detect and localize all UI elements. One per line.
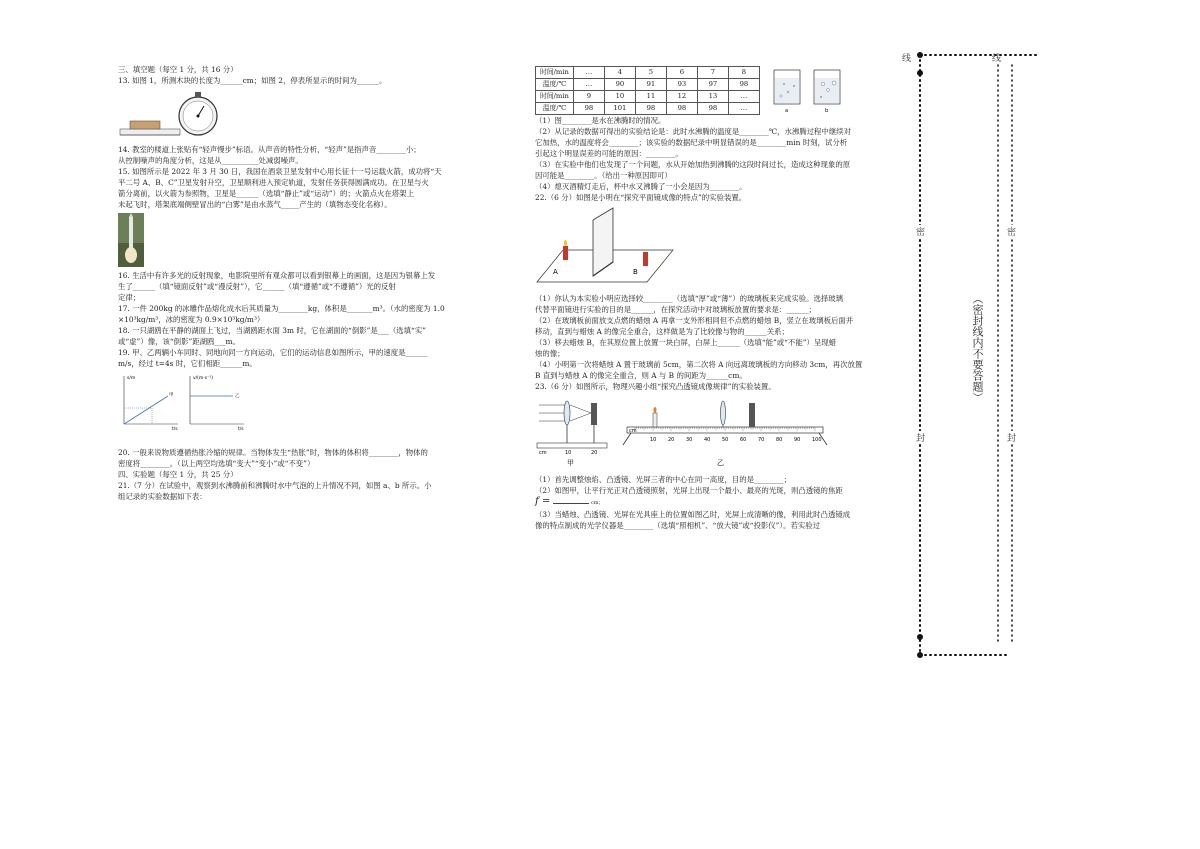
question-20-line2: 密度将________。（以上两空均选填“变大”“变小”或“不变”） <box>118 459 315 468</box>
graph2-series-label: 乙 <box>235 394 240 399</box>
table-row-header: 时间/min <box>536 67 574 79</box>
question-15-line4: 未起飞时，塔架底端侧壁冒出的“白雾”是由水蒸气_____产生的（填物态变化名称）。 <box>118 200 392 209</box>
rocket-photo <box>118 213 490 267</box>
question-17-line1: 17. 一件 200kg 的冰雕作品熔化成水后其质量为________kg，体积是_______m³。（水的密度为 1.0 <box>118 304 445 313</box>
ruler-yi-tick-label: 70 <box>758 437 765 443</box>
seal-line-area <box>900 45 1045 665</box>
ruler-yi-tick-label: 10 <box>650 437 657 443</box>
question-15-line3: 箭分离前，以火箭为参照物，卫星是______（选填“静止”或“运动”）的；火箭点火在塔架上 <box>118 189 414 198</box>
table-cell: 90 <box>604 79 635 91</box>
table-cell: 5 <box>635 67 666 79</box>
q22-part3-line1: （3）移去蜡烛 B，在其原位置上放置一块白屏，白屏上______（选填“能”或“不能”）呈现蜡 <box>535 338 837 347</box>
focal-length-unit: cm； <box>590 500 604 506</box>
table-cell: 91 <box>635 79 666 91</box>
question-18-line2: 或“虚”）像，该“倒影”距湖鸥___m。 <box>118 337 240 346</box>
question-19-line2: m/s，经过 t=4s 时，它们相距______m。 <box>118 359 257 368</box>
seal-label-xian-right: 线 <box>992 54 1002 64</box>
ruler-jia-tick-20: 20 <box>591 450 598 456</box>
graph2-x-label: t/s <box>238 427 244 432</box>
graph1-x-label: t/s <box>172 427 178 432</box>
ruler-yi-tick-label: 40 <box>704 437 711 443</box>
table-cell: 9 <box>573 91 604 103</box>
graph1-series-label: 甲 <box>169 393 174 398</box>
beaker-bubbles-figure <box>770 66 848 114</box>
table-cell: 98 <box>666 103 697 115</box>
ruler-jia-tick-10: 10 <box>565 450 572 456</box>
q22-part1-line2: 代替平面镜进行实验的目的是______，在探究活动中对玻璃板放置的要求是：______； <box>535 305 816 314</box>
table-cell: 13 <box>697 91 728 103</box>
candle-a-label: A <box>553 268 558 276</box>
question-23: 23.（6 分）如图所示，物理兴趣小组“探究凸透镜成像规律”的实验装置。 <box>535 382 776 391</box>
ruler-yi-unit: cm <box>629 428 637 434</box>
ruler-jia-unit: cm <box>539 450 547 456</box>
q21-part2-line1: （2）从记录的数据可得出的实验结论是：此时水沸腾的温度是________℃，水沸腾过程中继续对 <box>535 127 851 136</box>
seal-notice: （密封线内不要答题） <box>971 293 984 403</box>
ruler-yi-tick-label: 20 <box>668 437 675 443</box>
figure-ruler-stopwatch <box>118 89 490 141</box>
candle-b-label: B <box>633 268 638 276</box>
question-16-line2: 生了______（填“镜面反射”或“漫反射”），它______（填“遵循”或“不遵循”）光的反射 <box>118 282 396 291</box>
table-cell: … <box>728 91 759 103</box>
question-20-line1: 20. 一般来说物质遵循热胀冷缩的规律。当物体发生“热胀”时，物体的体积将________，物体的 <box>118 448 428 457</box>
question-19-line1: 19. 甲、乙两辆小车同时、同地向同一方向运动，它们的运动信息如图所示，甲的速度是______ <box>118 348 428 357</box>
question-15-line1: 15. 如图所示是 2022 年 3 月 30 日，我国在酒泉卫星发射中心用长征十一号运载火箭，成功将“天 <box>118 167 442 176</box>
ruler-yi-tick-label: 50 <box>722 437 729 443</box>
table-cell: 98 <box>635 103 666 115</box>
question-14-line2: 从控制噪声的角度分析，这是从__________处减弱噪声。 <box>118 156 303 165</box>
seal-label-feng-right: 封 <box>1007 431 1016 444</box>
right-column <box>535 66 900 531</box>
motion-graphs-svg <box>118 372 248 432</box>
q23-part3-line2: 像的特点制成的光学仪器是________（选填“照相机”、“放大镜”或“投影仪”）。若实验过 <box>535 521 821 530</box>
q21-part3-line2: 因可能是________。（给出一种原因即可） <box>535 171 672 180</box>
focal-f-symbol: f = <box>535 496 551 507</box>
table-cell: … <box>573 79 604 91</box>
q21-part1: （1）图________是水在沸腾时的情况。 <box>535 116 666 125</box>
question-15-line2: 平二号 A、B、C”卫星发射升空，卫星顺利进入预定轨道，发射任务获得圆满成功。在卫星与火 <box>118 178 429 187</box>
ruler-yi-tick-label: 60 <box>740 437 747 443</box>
table-cell: 93 <box>666 79 697 91</box>
question-17-line2: ×10³kg/m³，冰的密度为 0.9×10³kg/m³） <box>118 315 265 324</box>
ruler-yi-tick-label: 80 <box>776 437 783 443</box>
table-cell: 98 <box>728 79 759 91</box>
rocket-launch-image <box>118 213 144 267</box>
convex-lens-setup <box>535 395 835 471</box>
left-column <box>118 64 490 502</box>
figure-jia-label: 甲 <box>567 459 574 467</box>
q21-part2-line3: 引起这个明显误差的可能的原因：________。 <box>535 149 683 158</box>
table-cell: 98 <box>697 103 728 115</box>
graph1-y-label: s/m <box>127 376 136 381</box>
table-cell: 97 <box>697 79 728 91</box>
focal-length-blank <box>553 503 589 504</box>
q23-part2: （2）如图甲，让平行光正对凸透镜照射，光屏上出现一个最小、最亮的光斑，则凸透镜的焦距 <box>535 486 843 495</box>
question-14-line1: 14. 教室的楼道上张贴有“轻声慢步”标语。从声音的特性分析，“轻声”是指声音________小； <box>118 145 421 154</box>
table-row-header: 温度/℃ <box>536 79 574 91</box>
table-cell: 10 <box>604 91 635 103</box>
table-cell: 12 <box>666 91 697 103</box>
beaker-b-label: b <box>824 108 829 114</box>
table-row <box>536 79 760 91</box>
ruler-yi-tick-label: 100 <box>812 437 822 443</box>
table-cell: 4 <box>604 67 635 79</box>
table-row <box>536 91 760 103</box>
q21-part4: （4）熄灭酒精灯走后，杯中水又沸腾了一小会是因为________。 <box>535 182 747 191</box>
q22-part4-line1: （4）小明第一次将蜡烛 A 置于玻璃前 5cm，第二次将 A 向远离玻璃板的方向移动 3cm，再次放置 <box>535 360 863 369</box>
question-16-line3: 定律； <box>118 293 141 302</box>
q21-part3-line1: （3）在实验中他们也发现了一个问题，水从开始加热到沸腾的这段时间过长，造成这种现象的原 <box>535 160 851 169</box>
beaker-a-label: a <box>784 108 788 114</box>
mirror-experiment-figure <box>535 206 900 290</box>
seal-label-mi: 密 <box>916 225 925 238</box>
question-18-line1: 18. 一只湖鸥在平静的湖面上飞过，当湖鸥距水面 3m 时，它在湖面的“倒影”是___（选填“实” <box>118 326 426 335</box>
section-4-title: 四、实验题（每空 1 分，共 25 分） <box>118 470 238 479</box>
lens-experiment-figure <box>535 395 900 471</box>
boiling-data-table <box>535 66 760 115</box>
motion-graphs <box>118 372 490 432</box>
q22-part3-line2: 烛的像； <box>535 349 565 358</box>
table-cell: 11 <box>635 91 666 103</box>
question-13: 13. 如图 1，所测木块的长度为______cm；如图 2，停表所显示的时间为______。 <box>118 76 387 85</box>
table-cell: … <box>728 103 759 115</box>
graph2-y-label: v/(m·s⁻¹) <box>193 376 214 381</box>
plane-mirror-setup <box>535 206 675 290</box>
table-cell: … <box>573 67 604 79</box>
question-21-line1: 21.（7 分）在试验中，观察到水沸腾前和沸腾时水中气泡的上升情况不同，如图 a、b 所示。小 <box>118 481 432 490</box>
table-cell: 6 <box>666 67 697 79</box>
q23-part1: （1）首先调整烛焰、凸透镜、光屏三者的中心在同一高度，目的是________； <box>535 475 791 484</box>
table-cell: 7 <box>697 67 728 79</box>
section-3-title: 三、填空题（每空 1 分，共 16 分） <box>118 65 238 74</box>
question-16-line1: 16. 生活中有许多光的反射现象，电影院里所有观众都可以看到银幕上的画面，这是因为银幕上发 <box>118 271 436 280</box>
figure-yi-label: 乙 <box>717 459 724 467</box>
ruler-yi-tick-label: 90 <box>794 437 801 443</box>
seal-label-mi-right: 密 <box>1007 225 1016 238</box>
q22-part2-line2: 移动，直到与蜡烛 A 的像完全重合，这样做是为了比较像与物的______关系； <box>535 327 789 336</box>
q21-table-area <box>535 66 900 115</box>
table-row-header: 温度/℃ <box>536 103 574 115</box>
ruler-stopwatch-illustration <box>118 89 228 141</box>
table-row <box>536 67 760 79</box>
q22-part2-line1: （2）在玻璃板前面放支点燃的蜡烛 A 再拿一支外形相同但不点燃的蜡烛 B，竖立在玻璃板后面并 <box>535 316 854 325</box>
table-cell: 98 <box>573 103 604 115</box>
q23-part3-line1: （3）当蜡烛、凸透镜、光屏在光具座上的位置如图乙时，光屏上成清晰的像，利用此时凸透镜成 <box>535 510 851 519</box>
question-22: 22.（6 分）如图是小明在“探究平面镜成像的特点”的实验装置。 <box>535 193 747 202</box>
table-cell: 8 <box>728 67 759 79</box>
seal-label-xian: 线 <box>902 54 912 64</box>
table-cell: 101 <box>604 103 635 115</box>
seal-label-feng: 封 <box>916 431 925 444</box>
q21-part2-line2: 它加热，水的温度将会________；该实验的数据纪录中明显错误的是________min 时刻，试分析 <box>535 138 848 147</box>
ruler-yi-tick-label: 30 <box>686 437 693 443</box>
question-21-line2: 组记录的实验数据如下表： <box>118 492 207 501</box>
q22-part4-line2: B 直到与蜡烛 A 的像完全重合，则 A 与 B 的间距为______cm。 <box>535 371 747 380</box>
table-row-header: 时间/min <box>536 91 574 103</box>
q22-part1-line1: （1）你认为本实验小明应选择较________（选填“厚”或“薄”）的玻璃板来完成实验。选择玻璃 <box>535 294 844 303</box>
q23-focal-length <box>535 496 900 509</box>
table-row <box>536 103 760 115</box>
